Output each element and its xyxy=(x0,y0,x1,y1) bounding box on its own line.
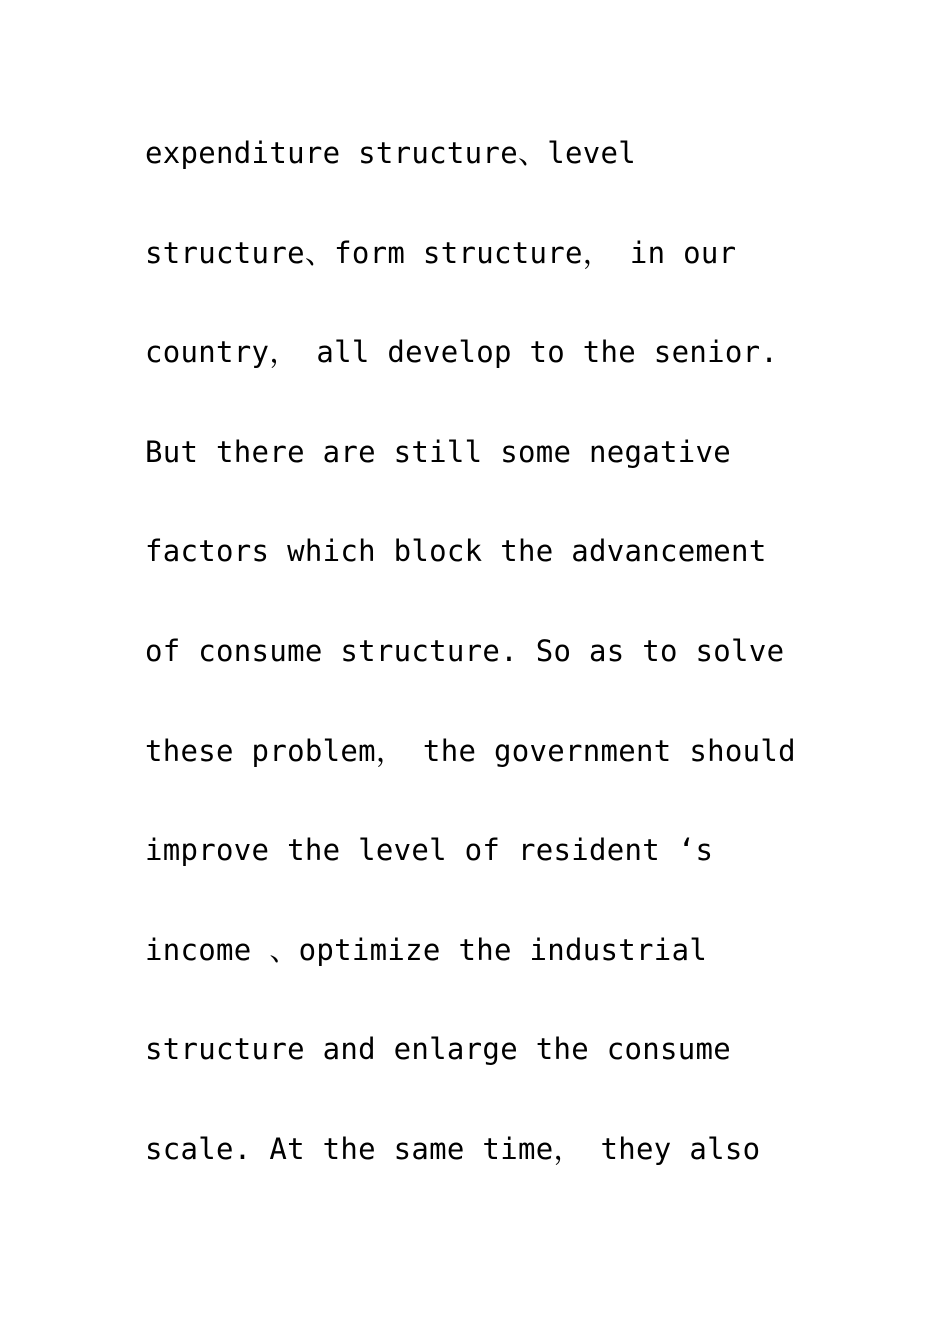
text-line: scale. At the same time， they also xyxy=(145,1131,761,1166)
text-line: income 、optimize the industrial xyxy=(145,932,708,967)
text-line: of consume structure. So as to solve xyxy=(145,633,785,668)
text-line: country， all develop to the senior. xyxy=(145,335,779,370)
text-line: these problem， the government should xyxy=(145,733,796,768)
text-line: structure and enlarge the consume xyxy=(145,1032,732,1067)
text-line: structure、form structure， in our xyxy=(145,235,737,270)
body-text xyxy=(145,128,845,1224)
text-line: expenditure structure、level xyxy=(145,136,637,170)
text-line: But there are still some negative xyxy=(145,434,732,469)
text-line: factors which block the advancement xyxy=(145,534,767,569)
text-line: improve the level of resident ‘s xyxy=(145,833,714,868)
